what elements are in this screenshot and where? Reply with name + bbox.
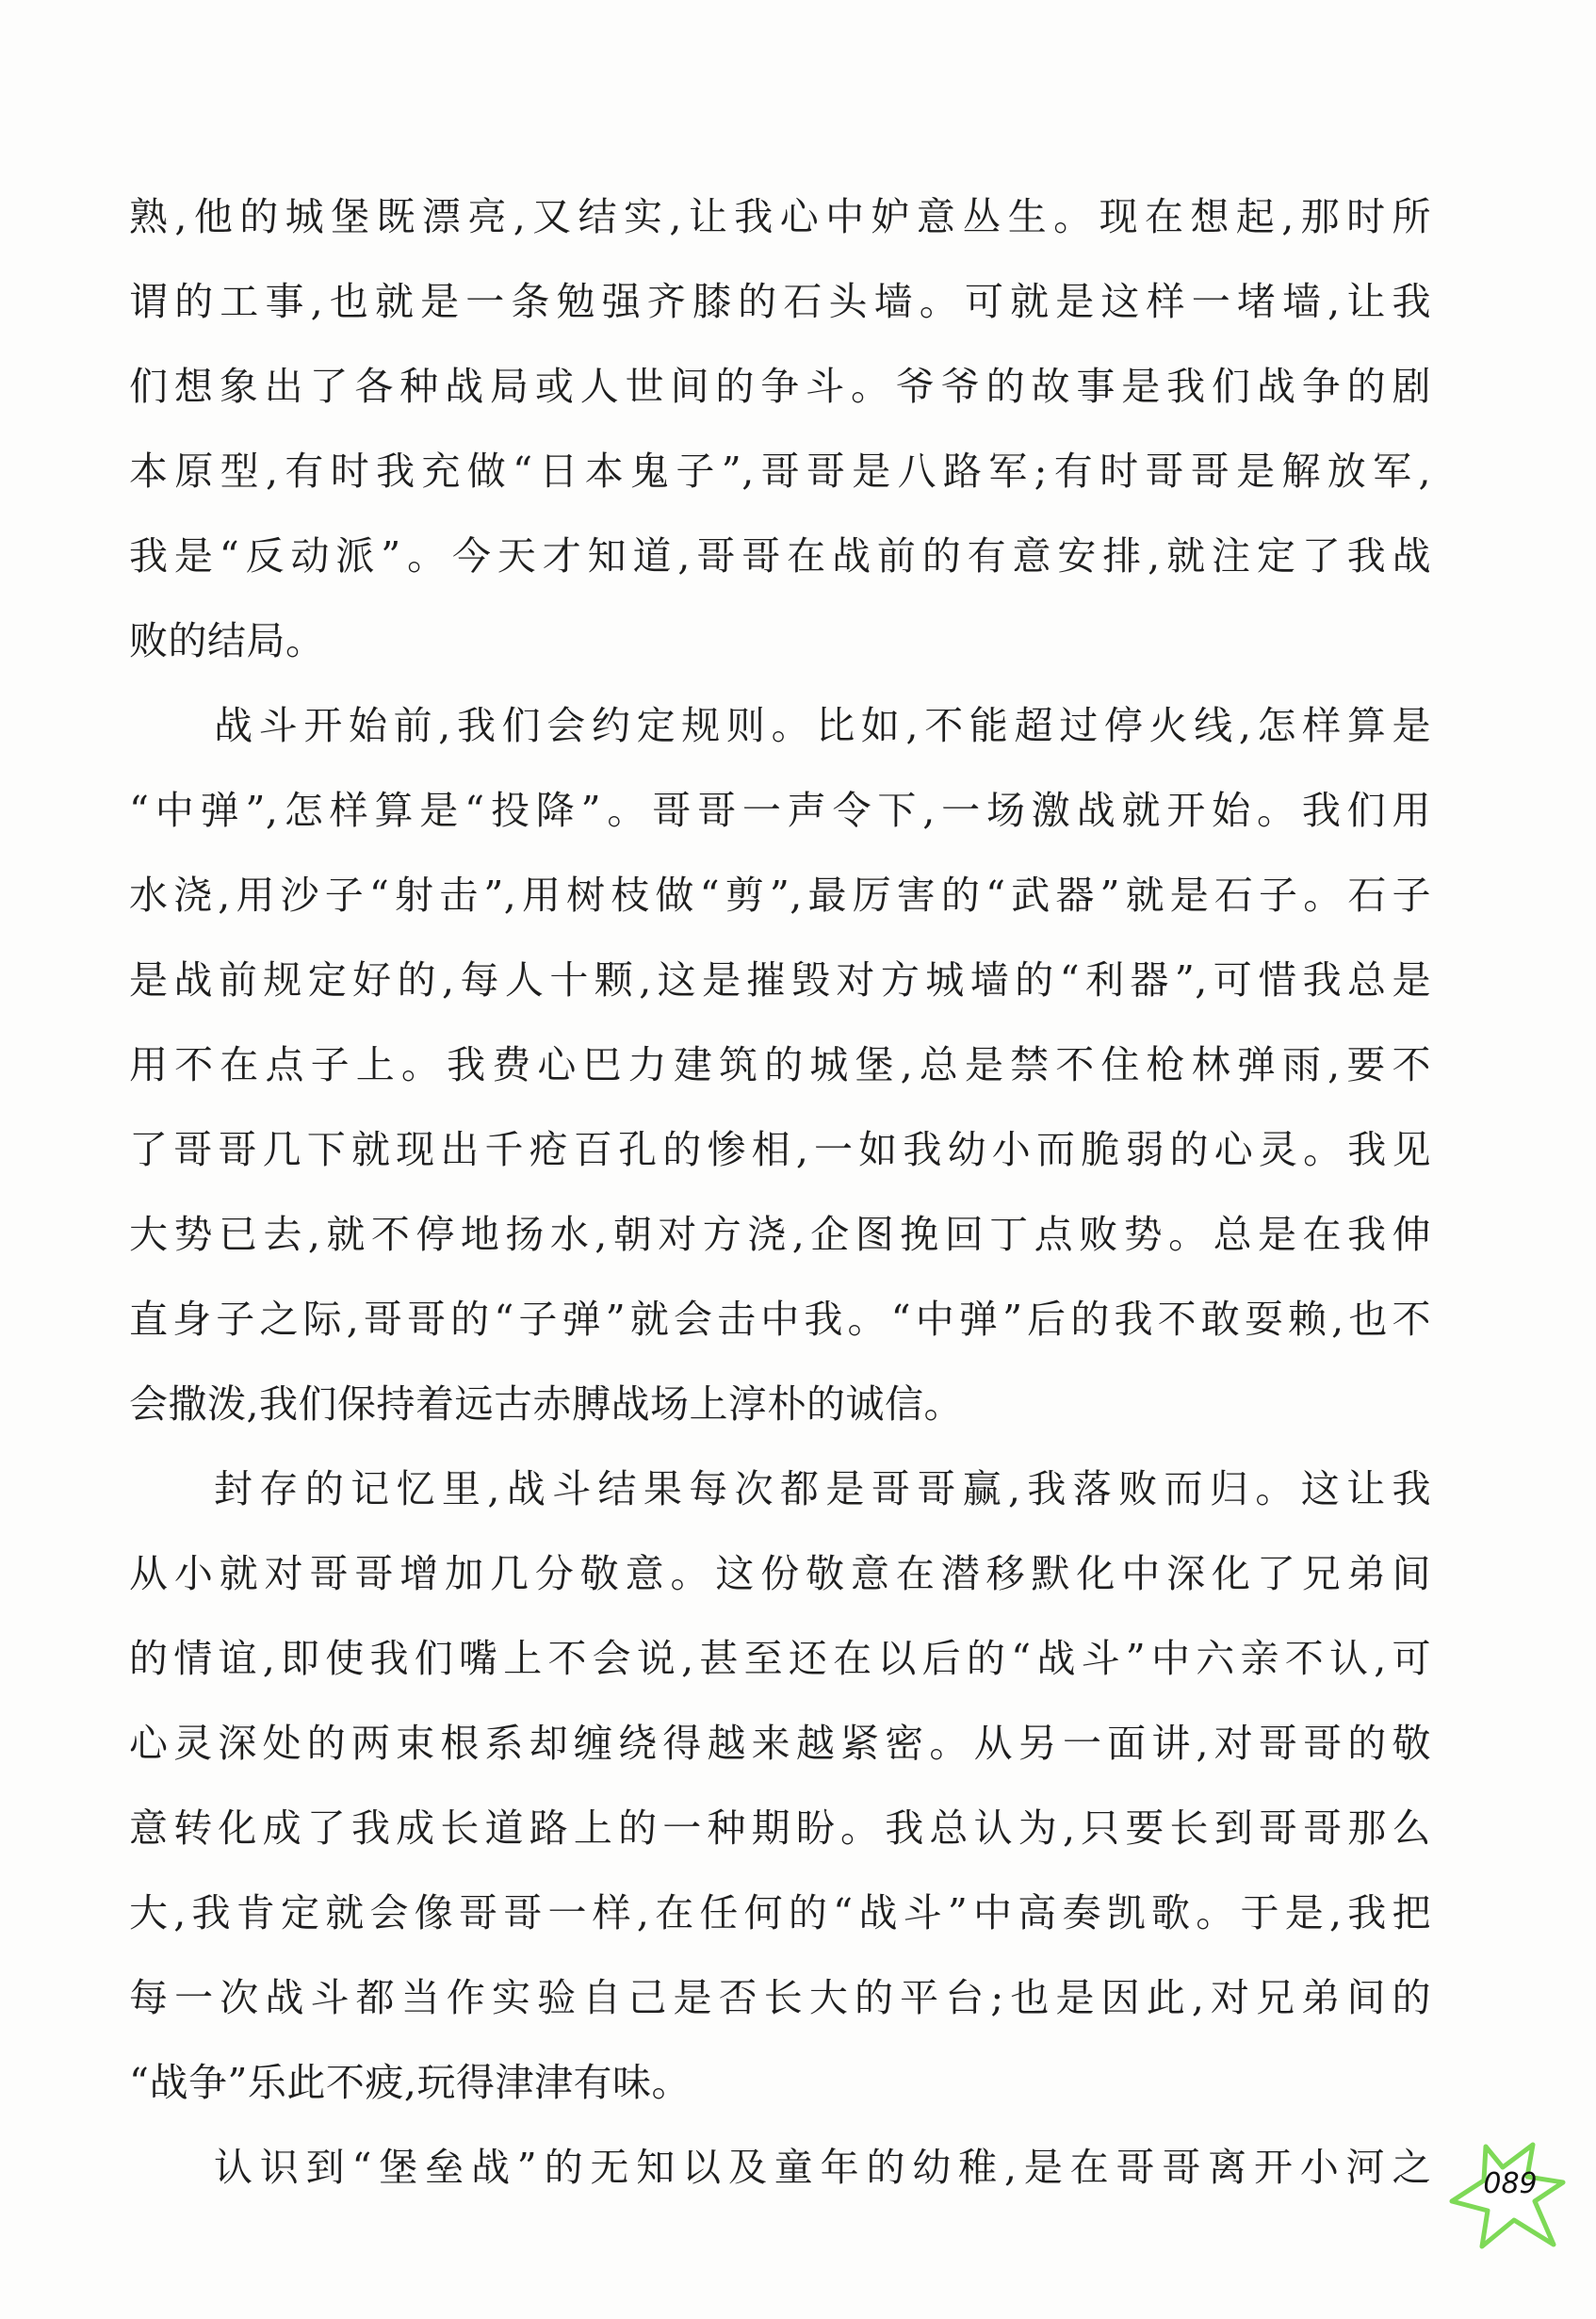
text-line: 败的结局。 bbox=[129, 618, 325, 663]
text-line: 谓的工事,也就是一条勉强齐膝的石头墙。可就是这样一堵墙,让我 bbox=[129, 279, 1431, 324]
text-line: 封存的记忆里,战斗结果每次都是哥哥赢,我落败而归。这让我 bbox=[214, 1466, 1431, 1511]
text-line: 是战前规定好的,每人十颗,这是摧毁对方城墙的“利器”,可惜我总是 bbox=[129, 957, 1431, 1003]
text-line: “中弹”,怎样算是“投降”。哥哥一声令下,一场激战就开始。我们用 bbox=[129, 788, 1431, 833]
text-line: 认识到“堡垒战”的无知以及童年的幼稚,是在哥哥离开小河之 bbox=[214, 2145, 1431, 2190]
text-line: 水浇,用沙子“射击”,用树枝做“剪”,最厉害的“武器”就是石子。石子 bbox=[129, 873, 1431, 918]
page-number-badge bbox=[1446, 2139, 1569, 2252]
text-line: 本原型,有时我充做“日本鬼子”,哥哥是八路军;有时哥哥是解放军, bbox=[129, 449, 1431, 494]
text-line: 会撒泼,我们保持着远古赤膊战场上淳朴的诚信。 bbox=[129, 1381, 964, 1427]
text-line: 大势已去,就不停地扬水,朝对方浇,企图挽回丁点败势。总是在我伸 bbox=[129, 1212, 1431, 1257]
text-line: 大,我肯定就会像哥哥一样,在任何的“战斗”中高奏凯歌。于是,我把 bbox=[129, 1890, 1431, 1935]
text-line: 我是“反动派”。今天才知道,哥哥在战前的有意安排,就注定了我战 bbox=[129, 533, 1431, 579]
text-line: 战斗开始前,我们会约定规则。比如,不能超过停火线,怎样算是 bbox=[214, 703, 1431, 748]
text-line: 的情谊,即使我们嘴上不会说,甚至还在以后的“战斗”中六亲不认,可 bbox=[129, 1636, 1431, 1681]
text-line: 直身子之际,哥哥的“子弹”就会击中我。“中弹”后的我不敢耍赖,也不 bbox=[129, 1297, 1431, 1342]
text-line: “战争”乐此不疲,玩得津津有味。 bbox=[129, 2060, 691, 2105]
text-line: 从小就对哥哥增加几分敬意。这份敬意在潜移默化中深化了兄弟间 bbox=[129, 1551, 1431, 1596]
text-line: 用不在点子上。我费心巴力建筑的城堡,总是禁不住枪林弹雨,要不 bbox=[129, 1042, 1431, 1087]
page-number: 089 bbox=[1483, 2167, 1538, 2200]
text-line: 意转化成了我成长道路上的一种期盼。我总认为,只要长到哥哥那么 bbox=[129, 1805, 1431, 1851]
body-text bbox=[129, 174, 1431, 2210]
text-line: 每一次战斗都当作实验自己是否长大的平台;也是因此,对兄弟间的 bbox=[129, 1975, 1431, 2020]
text-line: 们想象出了各种战局或人世间的争斗。爷爷的故事是我们战争的剧 bbox=[129, 364, 1431, 409]
text-line: 了哥哥几下就现出千疮百孔的惨相,一如我幼小而脆弱的心灵。我见 bbox=[129, 1127, 1431, 1172]
text-line: 熟,他的城堡既漂亮,又结实,让我心中妒意丛生。现在想起,那时所 bbox=[129, 194, 1431, 239]
text-line: 心灵深处的两束根系却缠绕得越来越紧密。从另一面讲,对哥哥的敬 bbox=[129, 1721, 1431, 1766]
